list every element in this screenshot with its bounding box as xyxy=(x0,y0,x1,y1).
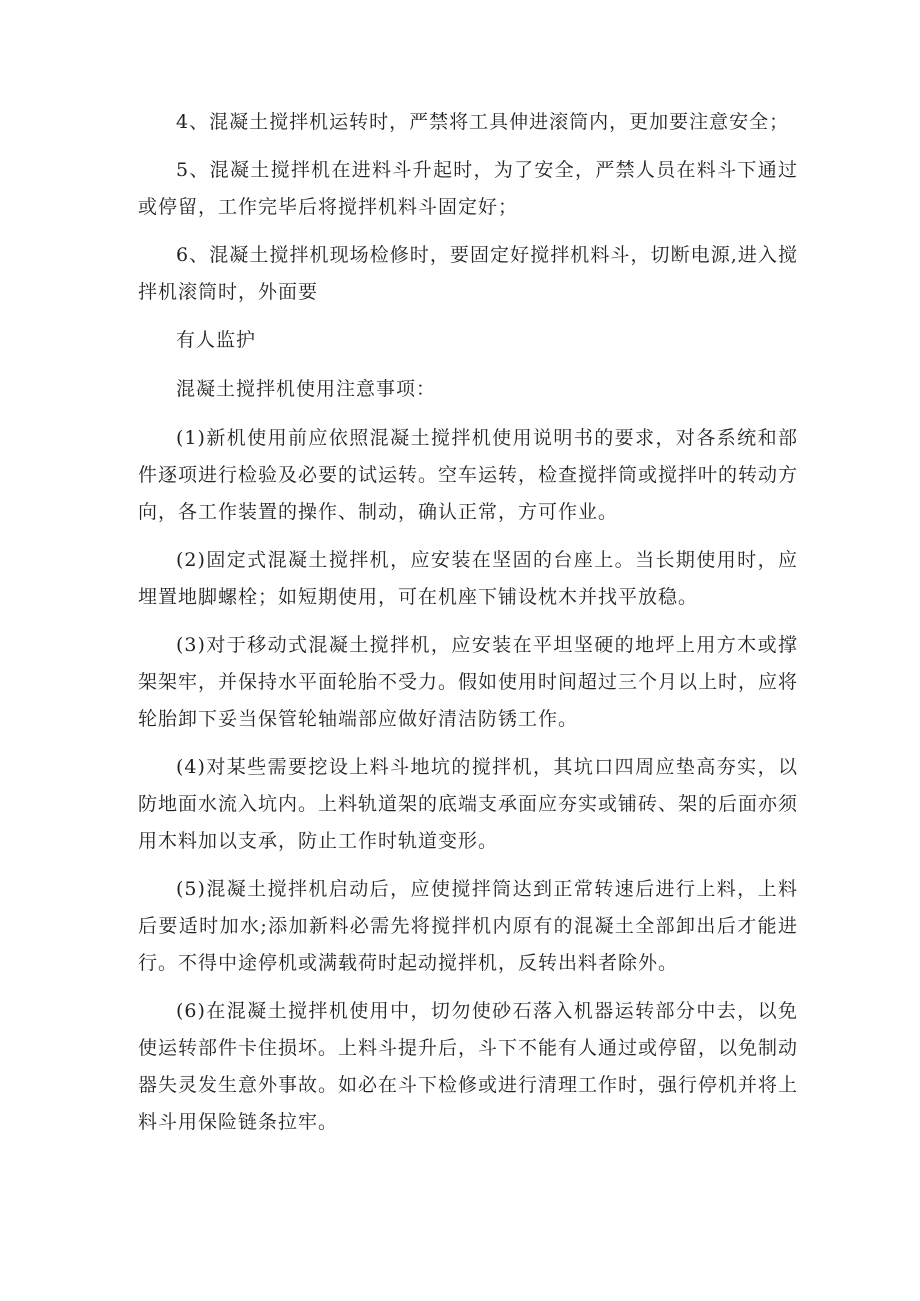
section-heading: 混凝土搅拌机使用注意事项： xyxy=(176,378,437,400)
paragraph-item-4: 4、混凝土搅拌机运转时，严禁将工具伸进滚筒内，更加要注意安全； xyxy=(176,111,790,133)
paragraph-note-4: (4)对某些需要挖设上料斗地坑的搅拌机，其坑口四周应垫高夯实，以防地面水流入坑内。上料轨道架的底端支承面应夯实或铺砖、架的后面亦须用木料加以支承，防止工作时轨道变形。 xyxy=(138,756,799,852)
paragraph-note-1: (1)新机使用前应依照混凝土搅拌机使用说明书的要求，对各系统和部件逐项进行检验及必要的试运转。空车运转，检查搅拌筒或搅拌叶的转动方向，各工作装置的操作、制动，确认正常，方可作业。 xyxy=(138,427,799,523)
paragraph-note-5: (5)混凝土搅拌机启动后，应使搅拌筒达到正常转速后进行上料，上料后要适时加水;添加新料必需先将搅拌机内原有的混凝土全部卸出后才能进行。不得中途停机或满载荷时起动搅拌机，反转出料者除外。 xyxy=(138,878,798,974)
paragraph-item-6: 6、混凝土搅拌机现场检修时，要固定好搅拌机料斗，切断电源,进入搅拌机滚筒时，外面要 xyxy=(138,244,798,303)
document-body xyxy=(138,104,798,1152)
paragraph-note-2: (2)固定式混凝土搅拌机，应安装在坚固的台座上。当长期使用时，应埋置地脚螺栓；如短期使用，可在机座下铺设枕木并找平放稳。 xyxy=(138,549,798,608)
paragraph-note-6: (6)在混凝土搅拌机使用中，切勿使砂石落入机器运转部分中去，以免使运转部件卡住损坏。上料斗提升后，斗下不能有人通过或停留，以免制动器失灵发生意外事故。如必在斗下检修或进行清理工作时，强行停机并将上料斗用保险链条拉牢。 xyxy=(138,1000,799,1133)
paragraph-item-5: 5、混凝土搅拌机在进料斗升起时，为了安全，严禁人员在料斗下通过或停留，工作完毕后将搅拌机料斗固定好； xyxy=(138,159,798,218)
paragraph-note-3: (3)对于移动式混凝土搅拌机，应安装在平坦坚硬的地坪上用方木或撑架架牢，并保持水平面轮胎不受力。假如使用时间超过三个月以上时，应将轮胎卸下妥当保管轮轴端部应做好清洁防锈工作。 xyxy=(138,634,799,730)
paragraph-continuation: 有人监护 xyxy=(176,329,257,351)
